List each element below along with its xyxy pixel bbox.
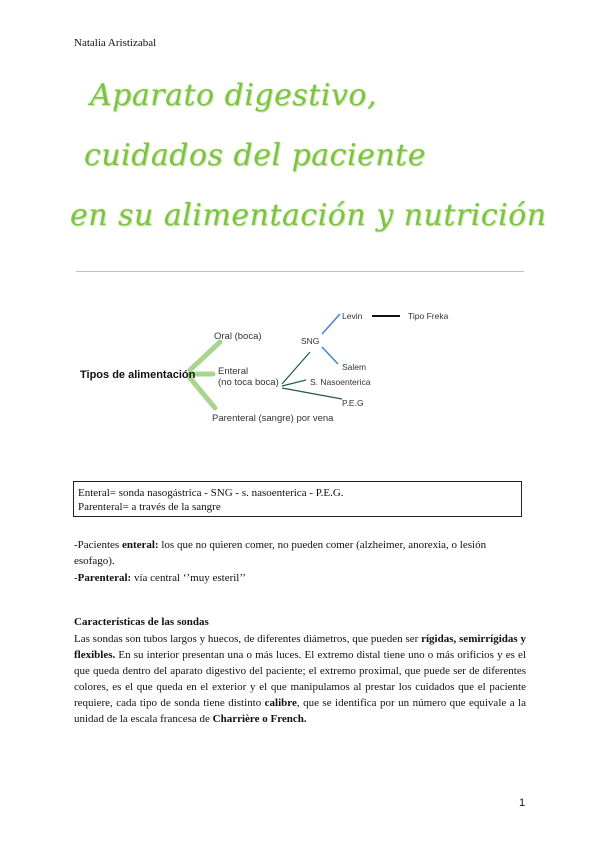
- label-parenteral: Parenteral (sangre) por vena: [212, 413, 334, 424]
- parenteral-patients: [74, 570, 246, 586]
- branch-sng: [282, 352, 310, 384]
- label-root: Tipos de alimentación: [80, 369, 196, 381]
- sondas-text-2: En su interior presentan una o más luces. El extremo distal tiene uno o más orificios y es el que queda dentro del aparato digestivo del paciente; el extremo proximal, que puede ser de diferentes colores, es el que queda en el exterior y el que manipulamos al prestar los cuidados que el paciente requiere, cada tipo de sonda tiene distinto: [74, 649, 526, 709]
- label-oral: Oral (boca): [214, 331, 262, 342]
- parenteral-bold: Parenteral:: [77, 572, 132, 584]
- author-name: Natalia Aristizabal: [74, 37, 157, 49]
- title-line-3: en su alimentación y nutrición: [70, 198, 547, 233]
- label-enteral-note: (no toca boca): [218, 377, 279, 388]
- sondas-heading: Características de las sondas: [74, 616, 209, 628]
- label-nasoenterica: S. Nasoenterica: [310, 377, 371, 387]
- branch-parenteral: [190, 378, 215, 408]
- parenteral-prefix: -: [74, 572, 78, 584]
- sondas-paragraph: [74, 631, 526, 727]
- page-number: 1: [519, 797, 526, 809]
- feeding-types-diagram: [70, 300, 490, 430]
- sondas-text-1: Las sondas son tubos largos y huecos, de diferentes diámetros, que pueden ser: [74, 633, 422, 645]
- title-line-1: Aparato digestivo,: [90, 78, 377, 113]
- label-salem: Salem: [342, 362, 367, 372]
- sondas-bold-1: rígidas, semirrígidas y flexibles.: [74, 633, 526, 661]
- summary-enteral: Enteral= sonda nasogástrica - SNG - s. nasoenterica - P.E.G.: [78, 487, 344, 499]
- branch-nasoenterica: [282, 380, 306, 386]
- branch-oral: [190, 342, 220, 370]
- label-levin: Levin: [342, 311, 363, 321]
- summary-parenteral: Parenteral= a través de la sangre: [78, 501, 221, 513]
- summary-box: [73, 481, 522, 517]
- sondas-bold-3: Charrière o French.: [212, 713, 307, 725]
- sondas-bold-2: calibre: [264, 697, 297, 709]
- enteral-prefix: -Pacientes: [74, 539, 122, 551]
- sondas-text-3: , que se identifica por un número que equivale a la unidad de la escala francesa de: [74, 697, 526, 725]
- enteral-bold: enteral:: [121, 539, 159, 551]
- enteral-text: los que no quieren comer, no pueden comer (alzheimer, anorexia, o lesión esofago).: [74, 539, 487, 567]
- enteral-patients: [74, 537, 526, 569]
- label-tipo-freka: Tipo Freka: [408, 311, 449, 321]
- divider: [76, 271, 524, 272]
- branch-salem: [322, 347, 338, 364]
- label-enteral: Enteral: [218, 366, 249, 377]
- parenteral-text: vía central ‘’muy esteril’’: [131, 572, 246, 584]
- branch-levin: [322, 314, 340, 334]
- branch-peg: [282, 388, 342, 399]
- label-sng: SNG: [301, 336, 320, 346]
- title-line-2: cuidados del paciente: [84, 138, 426, 173]
- label-peg: P.E.G: [342, 398, 364, 408]
